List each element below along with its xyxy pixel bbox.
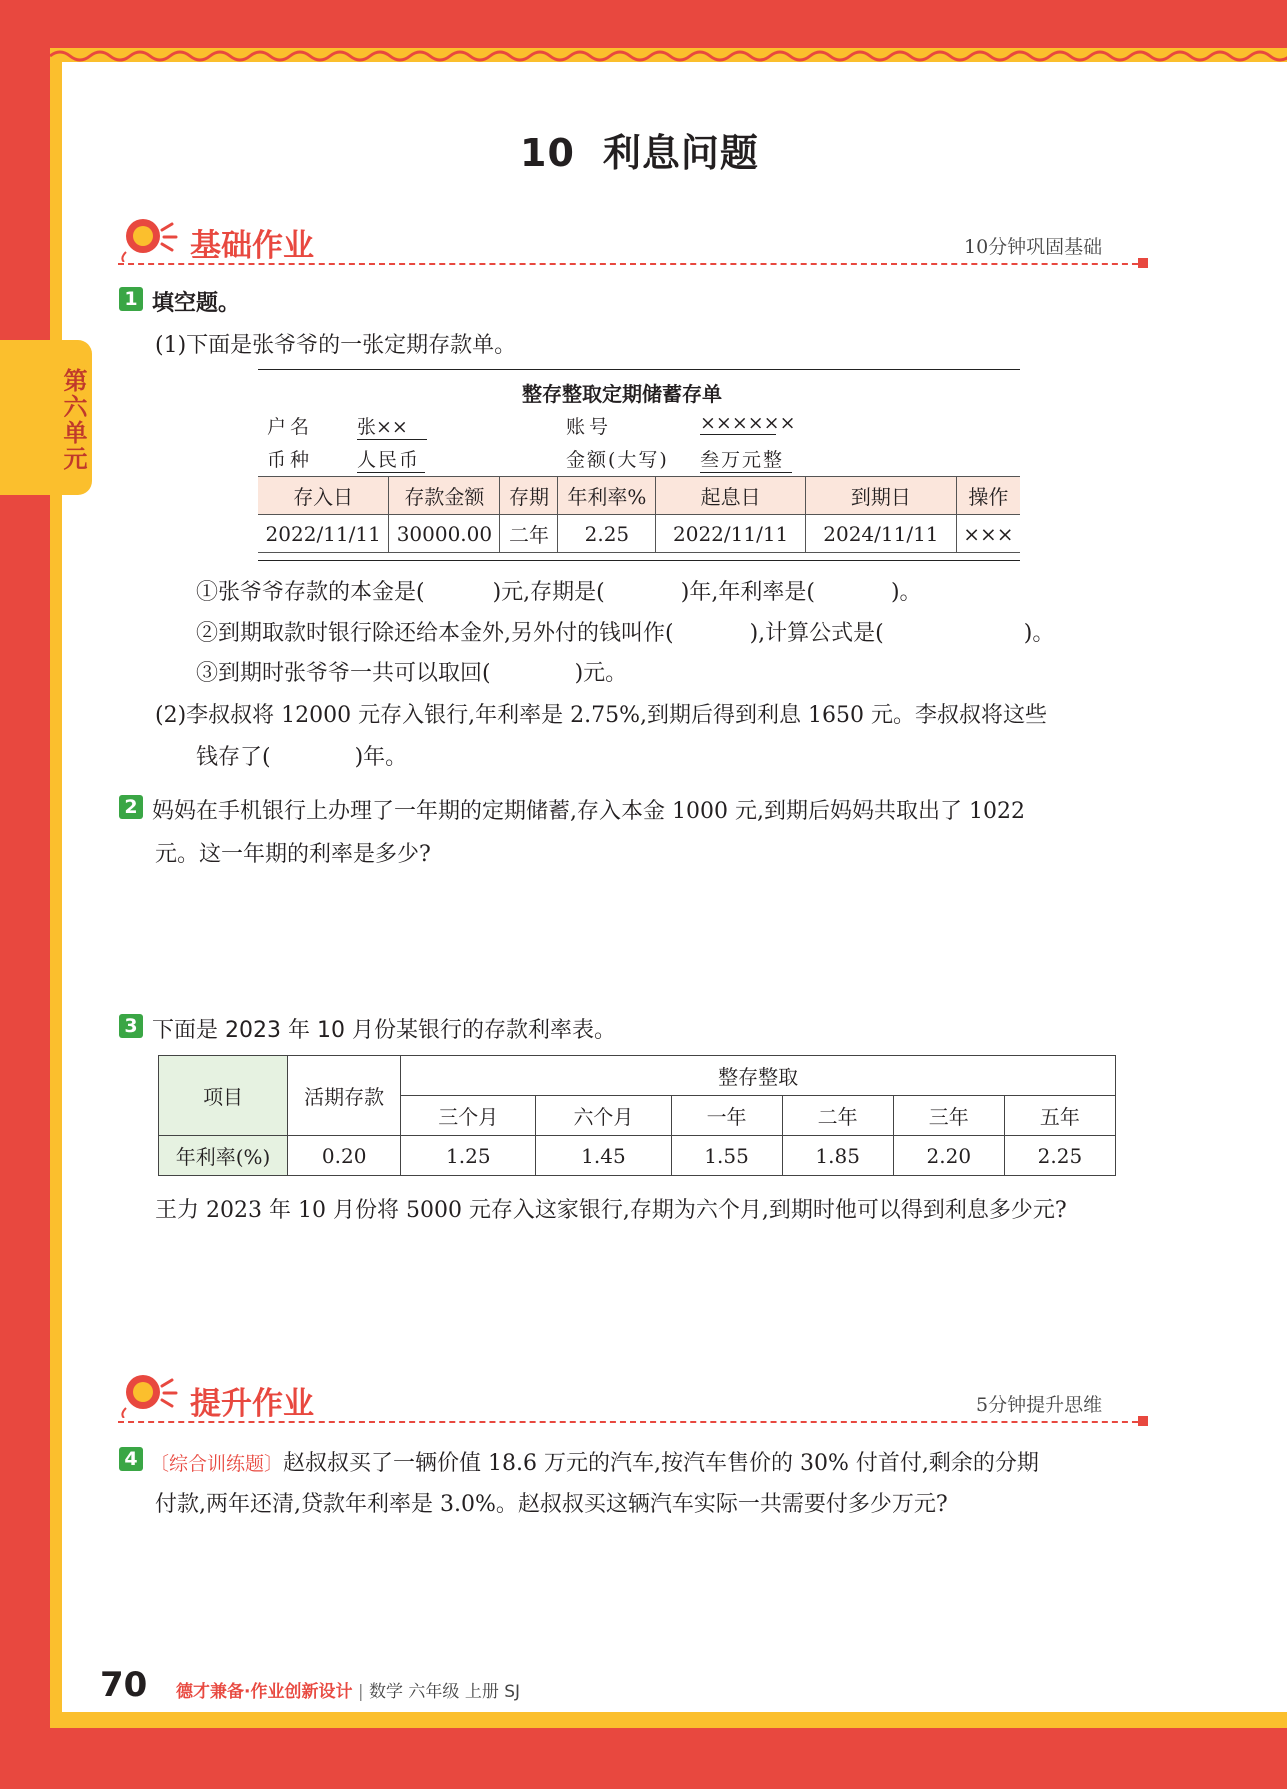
slip-cell: 30000.00	[389, 515, 500, 553]
q1-item3: ③到期时张爷爷一共可以取回( )元。	[196, 661, 628, 686]
section-basic-title: 基础作业	[190, 228, 314, 264]
slip-name-value: 张××	[357, 412, 427, 440]
slip-bottom-rule	[258, 560, 1020, 561]
rate-demand-header: 活期存款	[288, 1056, 401, 1136]
slip-header-cell: 到期日	[806, 477, 957, 515]
q3-question: 王力 2023 年 10 月份将 5000 元存入这家银行,存期为六个月,到期时他可以得到利息多少元?	[155, 1198, 1067, 1223]
rate-term-cell: 五年	[1004, 1096, 1115, 1136]
slip-currency-label: 币种	[267, 449, 314, 471]
q1-sub2-line1: (2)李叔叔将 12000 元存入银行,年利率是 2.75%,到期后得到利息 1650 元。李叔叔将这些	[155, 703, 1047, 728]
slip-amount-label: 金额(大写)	[566, 449, 669, 471]
slip-data-row	[258, 515, 1020, 553]
rate-value-cell: 0.20	[288, 1136, 401, 1176]
rate-value-cell: 1.25	[401, 1136, 536, 1176]
divider-end-square-icon	[1138, 258, 1148, 268]
divider-end-square-icon	[1138, 1416, 1148, 1426]
rate-value-cell: 1.85	[782, 1136, 893, 1176]
slip-header-cell: 存入日	[258, 477, 389, 515]
footer-brand: 德才兼备·作业创新设计	[176, 1682, 353, 1702]
footer-book-info: 数学 六年级 上册 SJ	[369, 1682, 521, 1702]
slip-header-cell: 存期	[500, 477, 558, 515]
slip-title: 整存整取定期储蓄存单	[522, 382, 722, 406]
question-number-3: 3	[119, 1014, 143, 1038]
slip-top-rule	[258, 369, 1020, 370]
slip-cell: ×××	[956, 515, 1020, 553]
page-title-number: 10	[520, 131, 575, 175]
section-advanced-note: 5分钟提升思维	[976, 1394, 1103, 1416]
balloon-mascot-icon	[118, 1368, 180, 1418]
footer-info: 德才兼备·作业创新设计 | 数学 六年级 上册 SJ	[176, 1682, 521, 1702]
q1-title: 填空题。	[152, 291, 241, 316]
section-advanced-title: 提升作业	[190, 1386, 314, 1422]
question-number-4: 4	[119, 1447, 143, 1471]
slip-header-cell: 存款金额	[389, 477, 500, 515]
rate-term-cell: 六个月	[536, 1096, 671, 1136]
slip-amount-value: 叁万元整	[700, 445, 792, 473]
rate-value-cell: 1.55	[671, 1136, 782, 1176]
rate-term-cell: 二年	[782, 1096, 893, 1136]
deposit-slip-table	[258, 476, 1020, 553]
slip-cell: 二年	[500, 515, 558, 553]
page-title-text: 利息问题	[602, 131, 759, 175]
balloon-mascot-icon	[118, 212, 180, 262]
q1-sub2-line2: 钱存了( )年。	[196, 745, 408, 770]
q4-line2: 付款,两年还清,贷款年利率是 3.0%。赵叔叔买这辆汽车实际一共需要付多少万元?	[155, 1492, 948, 1517]
q2-line2: 元。这一年期的利率是多少?	[155, 842, 431, 867]
slip-header-cell: 年利率%	[558, 477, 656, 515]
slip-header-row	[258, 477, 1020, 515]
slip-header-cell: 操作	[956, 477, 1020, 515]
interest-rate-table	[158, 1055, 1116, 1176]
slip-cell: 2024/11/11	[806, 515, 957, 553]
unit-tab-label: 第六单元	[59, 368, 87, 472]
q1-item2: ②到期取款时银行除还给本金外,另外付的钱叫作( ),计算公式是( )。	[196, 621, 1055, 646]
q4-line1: 〔综合训练题〕赵叔叔买了一辆价值 18.6 万元的汽车,按汽车售价的 30% 付首付,剩余的分期	[150, 1451, 1039, 1476]
rate-label-cell: 年利率(%)	[159, 1136, 288, 1176]
section-advanced-divider	[118, 1421, 1148, 1423]
q4-tag: 〔综合训练题〕	[150, 1453, 284, 1475]
q1-sub1: (1)下面是张爷爷的一张定期存款单。	[155, 333, 517, 358]
slip-cell: 2022/11/11	[656, 515, 806, 553]
rate-value-cell: 1.45	[536, 1136, 671, 1176]
section-basic-note: 10分钟巩固基础	[964, 236, 1103, 258]
rate-fixed-header: 整存整取	[401, 1056, 1116, 1096]
slip-header-cell: 起息日	[656, 477, 806, 515]
slip-cell: 2.25	[558, 515, 656, 553]
rate-term-cell: 一年	[671, 1096, 782, 1136]
rate-value-cell: 2.25	[1004, 1136, 1115, 1176]
slip-currency-value: 人民币	[357, 445, 425, 473]
rate-item-header: 项目	[159, 1056, 288, 1136]
slip-account-label: 账号	[566, 416, 613, 438]
q3-title: 下面是 2023 年 10 月份某银行的存款利率表。	[152, 1018, 616, 1043]
section-basic-divider	[118, 263, 1148, 265]
page-number: 70	[100, 1665, 148, 1705]
unit-tab	[0, 340, 92, 495]
question-number-1: 1	[119, 287, 143, 311]
rate-value-cell: 2.20	[893, 1136, 1004, 1176]
slip-account-value: ××××××	[700, 412, 796, 434]
page-title	[520, 122, 759, 177]
q2-line1: 妈妈在手机银行上办理了一年期的定期储蓄,存入本金 1000 元,到期后妈妈共取出了 1022	[152, 799, 1025, 824]
slip-name-label: 户名	[267, 416, 314, 438]
q1-item1: ①张爷爷存款的本金是( )元,存期是( )年,年利率是( )。	[196, 580, 922, 605]
rate-term-cell: 三年	[893, 1096, 1004, 1136]
slip-cell: 2022/11/11	[258, 515, 389, 553]
question-number-2: 2	[119, 795, 143, 819]
rate-term-cell: 三个月	[401, 1096, 536, 1136]
